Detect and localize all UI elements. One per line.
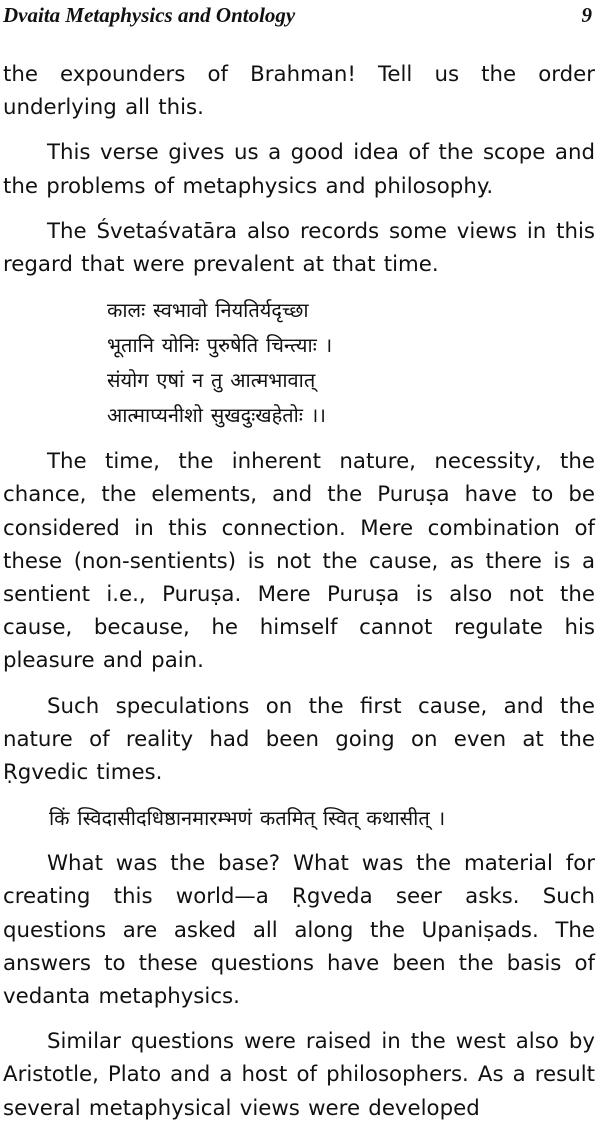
verse-line: कालः स्वभावो नियतिर्यदृच्छा [107, 298, 309, 323]
paragraph-svetasvatara: The Śvetaśvatāra also records some views in this regard that were prevalent at that time. [3, 218, 595, 278]
sanskrit-verse-rgveda: किं स्विदासीदधिष्ठानमारम्भणं कतमित् स्वित् कथासीत् । [49, 806, 446, 831]
chapter-title: Dvaita Metaphysics and Ontology [3, 3, 296, 27]
paragraph-speculations: Such speculations on the first cause, and the nature of reality had been going on even at the Ṛgvedic times. [3, 693, 595, 786]
running-header [3, 2, 592, 30]
body-text [3, 58, 595, 1137]
paragraph-verse-scope: This verse gives us a good idea of the scope and the problems of metaphysics and philosophy. [3, 140, 595, 199]
paragraph-western-views: Similar questions were raised in the west also by Aristotle, Plato and a host of philosophers. As a result several metaphysical views were developed [3, 1029, 595, 1121]
sanskrit-verse-svetasvatara [3, 293, 595, 433]
page-number: 9 [581, 3, 592, 27]
paragraph-rgveda-question: What was the base? What was the material for creating this world—a Ṛgveda seer asks. Such questions are asked all along the Upaniṣads. The answers to these questions have been the basis of vedanta metaphysics. [3, 851, 595, 1010]
verse-line: संयोग एषां न तु आत्मभावात् [107, 368, 316, 393]
paragraph-verse-translation: The time, the inherent nature, necessity, the chance, the elements, and the Puruṣa have to be considered in this connection. Mere combination of these (non-sentients) is not the cause, as there is a sentient i.e., Puruṣa. Mere Puruṣa is also not the cause, because, he himself cannot regulate his pleasure and pain. [3, 449, 595, 674]
paragraph-continuation: the expounders of Brahman! Tell us the order underlying all this. [3, 62, 595, 121]
verse-line: आत्माप्यनीशो सुखदुःखहेतोः ।। [107, 403, 326, 428]
verse-line: भूतानि योनिः पुरुषेति चिन्त्याः । [107, 333, 333, 358]
